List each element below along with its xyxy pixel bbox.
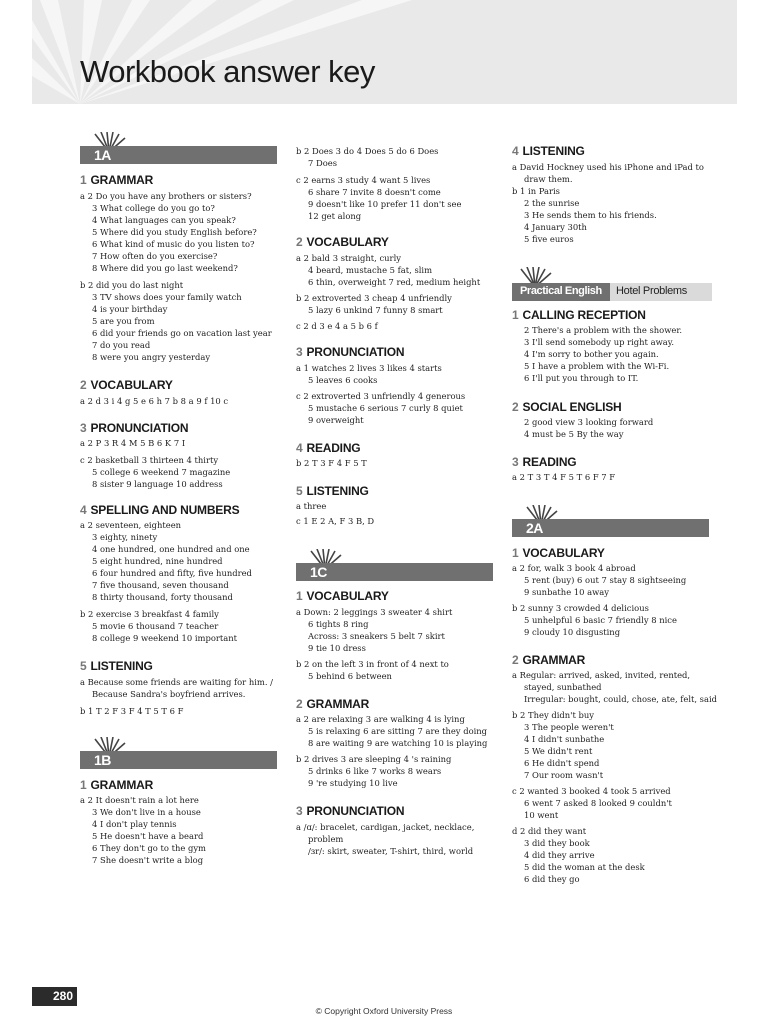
answer-line: 5 drinks 6 like 7 works 8 wears <box>308 766 442 776</box>
answer-line: 6 four hundred and fifty, five hundred <box>92 568 252 578</box>
section-title: LISTENING <box>90 659 153 673</box>
answer-line: a three <box>296 501 327 511</box>
answer-line: 5 unhelpful 6 basic 7 friendly 8 nice <box>524 615 677 625</box>
answer-line: 4 beard, mustache 5 fat, slim <box>308 265 433 275</box>
answer-line: a 1 watches 2 lives 3 likes 4 starts <box>296 363 442 373</box>
answer-line: a 2 bald 3 straight, curly <box>296 253 401 263</box>
answer-line: 5 five euros <box>524 234 574 244</box>
answer-line: 2 There's a problem with the shower. <box>524 325 683 335</box>
section-title: PRONUNCIATION <box>90 421 189 435</box>
answer-line: a /ɑ/: bracelet, cardigan, jacket, necklace, <box>296 822 475 832</box>
answer-line: 4 I'm sorry to bother you again. <box>524 349 659 359</box>
unit-banner-1b <box>80 751 277 769</box>
answer-line: b 2 They didn't buy <box>512 710 594 720</box>
section-heading-grammar <box>80 173 153 187</box>
section-number: 4 <box>512 144 519 158</box>
section-title: VOCABULARY <box>306 589 389 603</box>
answer-line: 5 eight hundred, nine hundred <box>92 556 223 566</box>
answer-line: 8 college 9 weekend 10 important <box>92 633 238 643</box>
section-title: CALLING RECEPTION <box>522 308 646 322</box>
answer-line: 3 The people weren't <box>524 722 614 732</box>
answer-line: a 2 are relaxing 3 are walking 4 is lying <box>296 714 465 724</box>
section-title: LISTENING <box>306 484 369 498</box>
section-title: GRAMMAR <box>522 653 586 667</box>
answer-line: 6 I'll put you through to IT. <box>524 373 639 383</box>
section-number: 4 <box>296 441 303 455</box>
answer-line: 3 eighty, ninety <box>92 532 158 542</box>
section-heading-grammar-2a <box>512 653 585 667</box>
answer-line: 3 What college do you go to? <box>92 203 215 213</box>
answer-line: 6 did your friends go on vacation last year <box>92 328 272 338</box>
answer-line: 4 did they arrive <box>524 850 595 860</box>
section-number: 1 <box>80 173 87 187</box>
section-number: 1 <box>296 589 303 603</box>
answer-line: c 1 E 2 A, F 3 B, D <box>296 516 375 526</box>
answer-line: 6 went 7 asked 8 looked 9 couldn't <box>524 798 672 808</box>
section-heading-listening-1a2 <box>296 484 369 498</box>
section-heading-calling-reception <box>512 308 646 322</box>
answer-line: 5 rent (buy) 6 out 7 stay 8 sightseeing <box>524 575 687 585</box>
answer-line: c 2 basketball 3 thirteen 4 thirty <box>80 455 219 465</box>
answer-line: 6 thin, overweight 7 red, medium height <box>308 277 481 287</box>
answer-line: a David Hockney used his iPhone and iPad to <box>512 162 704 172</box>
unit-banner-1c <box>296 563 493 581</box>
answer-line: 4 I didn't sunbathe <box>524 734 605 744</box>
answer-line: Irregular: bought, could, chose, ate, felt, said <box>524 694 718 704</box>
answer-line: b 2 on the left 3 in front of 4 next to <box>296 659 449 669</box>
unit-label: 1A <box>94 147 111 163</box>
answer-line: 5 did the woman at the desk <box>524 862 645 872</box>
section-title: VOCABULARY <box>522 546 605 560</box>
section-title: PRONUNCIATION <box>306 345 405 359</box>
section-number: 2 <box>296 697 303 711</box>
section-heading-pronunciation-1a2 <box>296 345 404 359</box>
answer-line: 5 lazy 6 unkind 7 funny 8 smart <box>308 305 443 315</box>
answer-line: 5 is relaxing 6 are sitting 7 are they doing <box>308 726 488 736</box>
answer-line: 6 What kind of music do you listen to? <box>92 239 255 249</box>
answer-line: a 2 Do you have any brothers or sisters? <box>80 191 252 201</box>
answer-line: 8 are waiting 9 are watching 10 is playing <box>308 738 488 748</box>
answer-line: 9 cloudy 10 disgusting <box>524 627 621 637</box>
answer-line: 4 What languages can you speak? <box>92 215 236 225</box>
answer-line: 9 sunbathe 10 away <box>524 587 610 597</box>
answer-line: 9 overweight <box>308 415 364 425</box>
section-heading-pronunciation-1c <box>296 804 404 818</box>
banner-label: Practical English <box>520 285 602 297</box>
answer-line: a 2 It doesn't rain a lot here <box>80 795 199 805</box>
section-number: 1 <box>512 546 519 560</box>
section-title: GRAMMAR <box>90 778 154 792</box>
answer-line: b 2 did you do last night <box>80 280 184 290</box>
answer-line: 4 must be 5 By the way <box>524 429 624 439</box>
section-number: 2 <box>512 400 519 414</box>
section-number: 2 <box>80 378 87 392</box>
section-title: PRONUNCIATION <box>306 804 405 818</box>
answer-line: 3 We don't live in a house <box>92 807 201 817</box>
section-title: VOCABULARY <box>90 378 173 392</box>
answer-line: a 2 d 3 i 4 g 5 e 6 h 7 b 8 a 9 f 10 c <box>80 396 229 406</box>
answer-line: 7 Does <box>308 158 338 168</box>
section-title: GRAMMAR <box>306 697 370 711</box>
answer-line: d 2 did they want <box>512 826 587 836</box>
section-number: 5 <box>80 659 87 673</box>
practical-english-banner <box>512 283 712 301</box>
answer-line: 6 share 7 invite 8 doesn't come <box>308 187 441 197</box>
answer-line: 5 college 6 weekend 7 magazine <box>92 467 231 477</box>
page-title: Workbook answer key <box>80 54 375 89</box>
section-heading-social-english <box>512 400 621 414</box>
answer-line: 7 five thousand, seven thousand <box>92 580 229 590</box>
answer-line: 9 're studying 10 live <box>308 778 398 788</box>
answer-line: 8 Where did you go last weekend? <box>92 263 238 273</box>
answer-line: b 2 drives 3 are sleeping 4 's raining <box>296 754 452 764</box>
answer-line: 3 did they book <box>524 838 590 848</box>
section-heading-grammar-1b <box>80 778 153 792</box>
answer-line: 6 They don't go to the gym <box>92 843 206 853</box>
answer-line: 2 the sunrise <box>524 198 580 208</box>
section-heading-reading-1a2 <box>296 441 360 455</box>
answer-line: 10 went <box>524 810 559 820</box>
section-heading-vocabulary-2a <box>512 546 605 560</box>
page-number: 280 <box>32 987 77 1006</box>
answer-line: b 1 T 2 F 3 F 4 T 5 T 6 F <box>80 706 184 716</box>
answer-line: b 2 T 3 F 4 F 5 T <box>296 458 367 468</box>
answer-line: 8 were you angry yesterday <box>92 352 211 362</box>
section-heading-reading-pe <box>512 455 576 469</box>
answer-line: draw them. <box>524 174 573 184</box>
answer-line: a 2 P 3 R 4 M 5 B 6 K 7 I <box>80 438 186 448</box>
copyright-notice: © Copyright Oxford University Press <box>315 1006 453 1016</box>
answer-line: b 2 Does 3 do 4 Does 5 do 6 Does <box>296 146 439 156</box>
answer-line: 4 is your birthday <box>92 304 168 314</box>
answer-line: a 2 T 3 T 4 F 5 T 6 F 7 F <box>512 472 616 482</box>
section-heading-grammar-1c <box>296 697 369 711</box>
answer-line: b 2 sunny 3 crowded 4 delicious <box>512 603 649 613</box>
section-number: 3 <box>296 345 303 359</box>
section-number: 5 <box>296 484 303 498</box>
page-header <box>32 0 737 104</box>
answer-line: a Down: 2 leggings 3 sweater 4 shirt <box>296 607 453 617</box>
answer-line: 3 He sends them to his friends. <box>524 210 657 220</box>
section-heading-pronunciation <box>80 421 188 435</box>
section-title: READING <box>306 441 361 455</box>
answer-line: 4 January 30th <box>524 222 587 232</box>
answer-line: c 2 earns 3 study 4 want 5 lives <box>296 175 431 185</box>
unit-banner-1a <box>80 146 277 164</box>
section-number: 1 <box>80 778 87 792</box>
unit-label: 1B <box>94 752 111 768</box>
answer-line: 5 Where did you study English before? <box>92 227 257 237</box>
answer-line: Because Sandra's boyfriend arrives. <box>92 689 246 699</box>
section-title: LISTENING <box>522 144 585 158</box>
answer-line: 8 sister 9 language 10 address <box>92 479 223 489</box>
answer-line: 6 He didn't spend <box>524 758 600 768</box>
answer-line: 7 Our room wasn't <box>524 770 604 780</box>
answer-line: 3 I'll send somebody up right away. <box>524 337 675 347</box>
answer-line: a Because some friends are waiting for him. / <box>80 677 273 687</box>
answer-line: 2 good view 3 looking forward <box>524 417 654 427</box>
answer-line: problem <box>308 834 344 844</box>
section-number: 4 <box>80 503 87 517</box>
section-heading-listening-1c <box>512 144 585 158</box>
answer-line: 9 doesn't like 10 prefer 11 don't see <box>308 199 462 209</box>
answer-line: 7 She doesn't write a blog <box>92 855 204 865</box>
answer-line: c 2 extroverted 3 unfriendly 4 generous <box>296 391 466 401</box>
answer-line: b 1 in Paris <box>512 186 560 196</box>
section-title: VOCABULARY <box>306 235 389 249</box>
answer-line: b 2 exercise 3 breakfast 4 family <box>80 609 219 619</box>
section-heading-listening <box>80 659 153 673</box>
banner-title: Hotel Problems <box>616 285 687 297</box>
answer-line: 3 TV shows does your family watch <box>92 292 242 302</box>
answer-line: stayed, sunbathed <box>524 682 602 692</box>
answer-line: 8 thirty thousand, forty thousand <box>92 592 233 602</box>
answer-line: 5 behind 6 between <box>308 671 392 681</box>
answer-line: 5 are you from <box>92 316 155 326</box>
section-number: 3 <box>512 455 519 469</box>
answer-line: b 2 extroverted 3 cheap 4 unfriendly <box>296 293 452 303</box>
unit-label: 2A <box>526 520 543 536</box>
answer-line: 6 did they go <box>524 874 580 884</box>
answer-line: 5 He doesn't have a beard <box>92 831 204 841</box>
section-number: 3 <box>296 804 303 818</box>
section-title: SOCIAL ENGLISH <box>522 400 622 414</box>
answer-line: /ɜr/: skirt, sweater, T-shirt, third, world <box>308 846 474 856</box>
unit-banner-2a <box>512 519 709 537</box>
answer-line: 5 leaves 6 cooks <box>308 375 378 385</box>
unit-label: 1C <box>310 564 327 580</box>
answer-line: 9 tie 10 dress <box>308 643 366 653</box>
answer-line: 6 tights 8 ring <box>308 619 369 629</box>
answer-line: 5 movie 6 thousand 7 teacher <box>92 621 219 631</box>
section-title: GRAMMAR <box>90 173 154 187</box>
answer-line: c 2 d 3 e 4 a 5 b 6 f <box>296 321 378 331</box>
answer-line: 7 do you read <box>92 340 151 350</box>
section-number: 1 <box>512 308 519 322</box>
section-number: 2 <box>512 653 519 667</box>
section-heading-spelling-numbers <box>80 503 239 517</box>
answer-line: 4 I don't play tennis <box>92 819 177 829</box>
section-heading-vocabulary-1a2 <box>296 235 389 249</box>
answer-line: a 2 for, walk 3 book 4 abroad <box>512 563 636 573</box>
answer-line: c 2 wanted 3 booked 4 took 5 arrived <box>512 786 671 796</box>
section-heading-vocabulary <box>80 378 173 392</box>
section-title: SPELLING AND NUMBERS <box>90 503 240 517</box>
answer-line: 12 get along <box>308 211 362 221</box>
answer-line: 5 mustache 6 serious 7 curly 8 quiet <box>308 403 463 413</box>
section-heading-vocabulary-1c <box>296 589 389 603</box>
answer-line: Across: 3 sneakers 5 belt 7 skirt <box>308 631 445 641</box>
answer-line: 5 I have a problem with the Wi-Fi. <box>524 361 670 371</box>
answer-line: 5 We didn't rent <box>524 746 593 756</box>
section-number: 3 <box>80 421 87 435</box>
answer-line: 4 one hundred, one hundred and one <box>92 544 250 554</box>
answer-line: a 2 seventeen, eighteen <box>80 520 182 530</box>
answer-line: a Regular: arrived, asked, invited, rented, <box>512 670 691 680</box>
section-number: 2 <box>296 235 303 249</box>
answer-line: 7 How often do you exercise? <box>92 251 218 261</box>
section-title: READING <box>522 455 577 469</box>
